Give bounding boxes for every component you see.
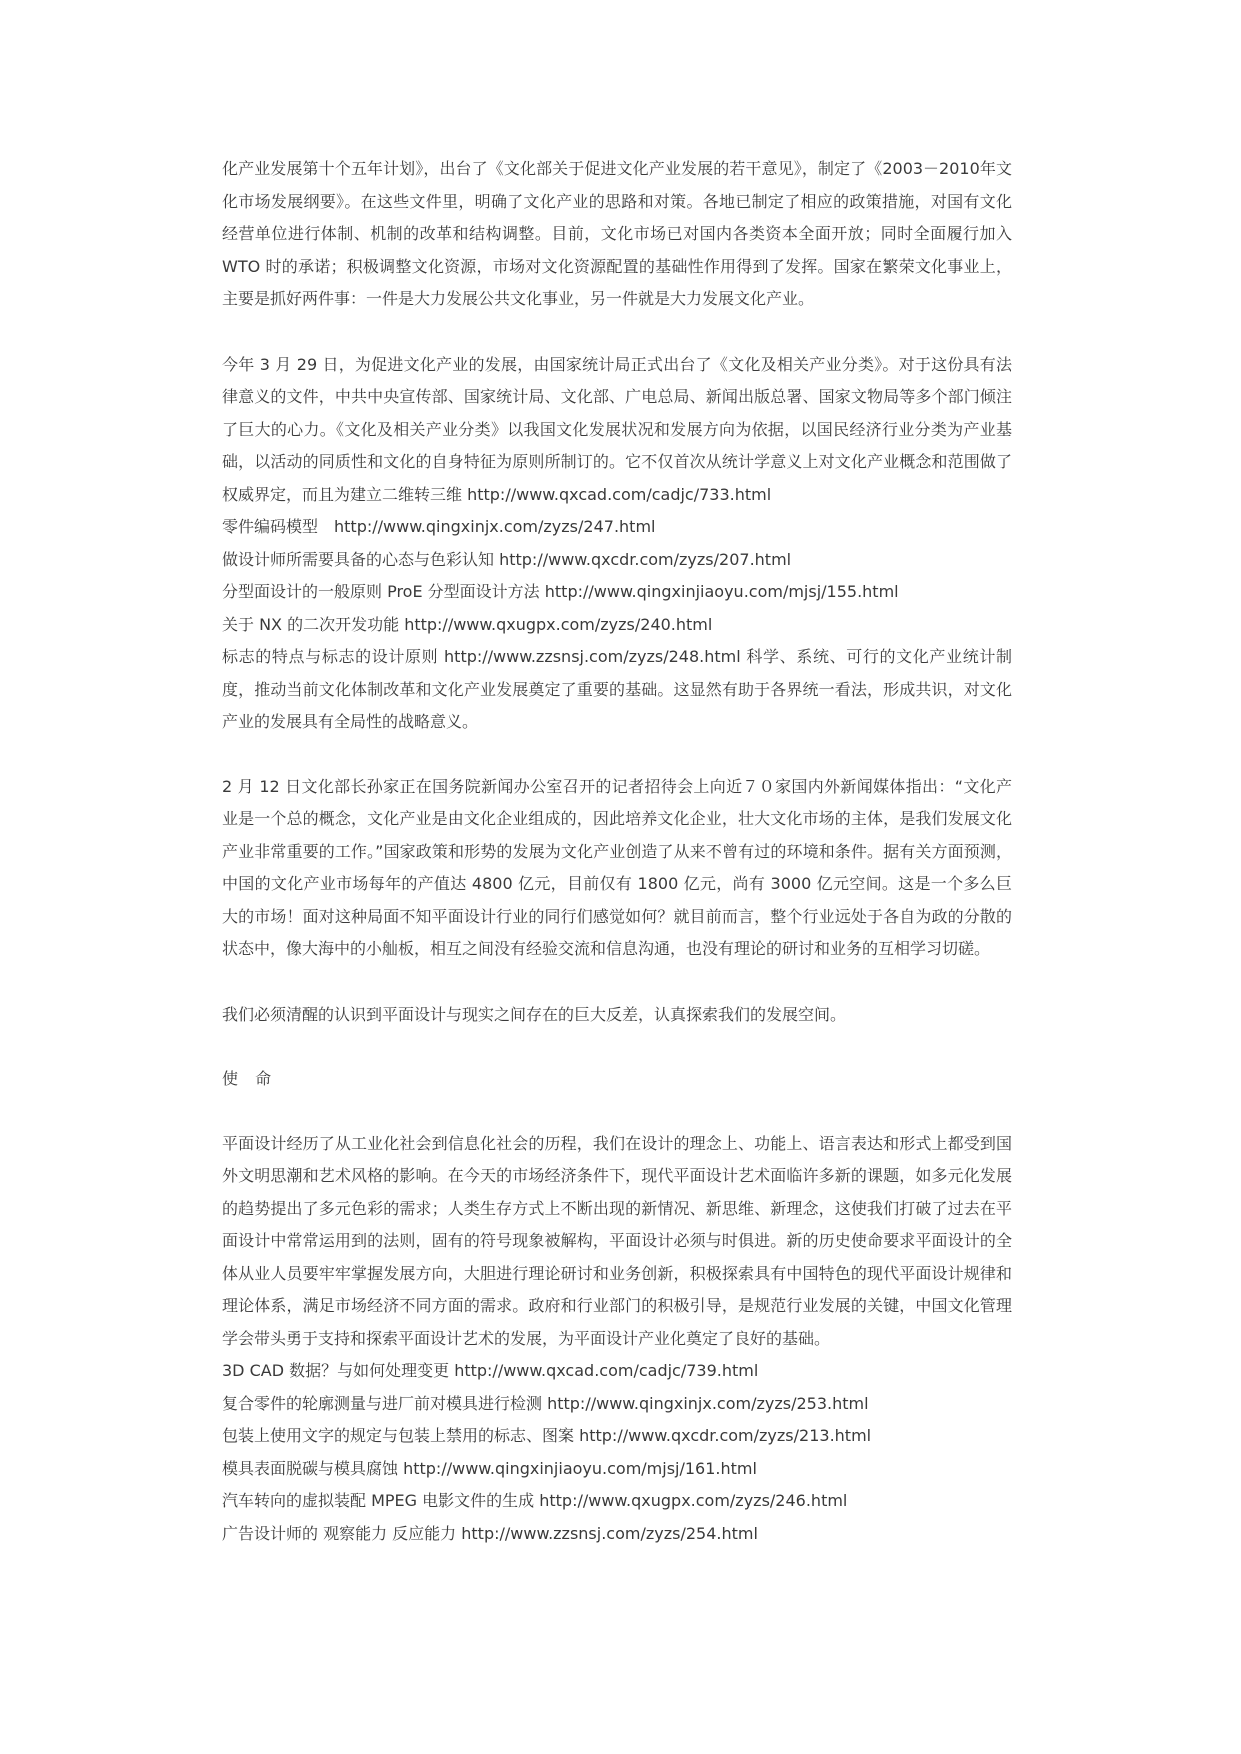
link-line[interactable]: 做设计师所需要具备的心态与色彩认知 http://www.qxcdr.com/zyzs/207.html <box>222 549 792 569</box>
paragraph-1: 化产业发展第十个五年计划》，出台了《文化部关于促进文化产业发展的若干意见》，制定了《2003－2010年文化市场发展纲要》。在这些文件里，明确了文化产业的思路和对策。各地已制定了相应的政策措施，对国有文化经营单位进行体制、机制的改革和结构调整。目前，文化市场已对国内各类资本全面开放；同时全面履行加入 WTO 时的承诺；积极调整文化资源，市场对文化资源配置的基础性作用得到了发挥。国家在繁荣文化事业上，主要是抓好两件事：一件是大力发展公共文化事业，另一件就是大力发展文化产业。 <box>222 159 1012 308</box>
document-page <box>222 153 1012 1550</box>
paragraph-5-block <box>222 1128 1012 1551</box>
link-line[interactable]: 零件编码模型 http://www.qingxinjx.com/zyzs/247.html <box>222 517 656 536</box>
link-line[interactable]: 复合零件的轮廓测量与进厂前对模具进行检测 http://www.qingxinjx.com/zyzs/253.html <box>222 1393 869 1413</box>
link-line[interactable]: 包装上使用文字的规定与包装上禁用的标志、图案 http://www.qxcdr.com/zyzs/213.html <box>222 1426 872 1445</box>
section-heading: 使 命 <box>222 1069 278 1088</box>
link-line[interactable]: 汽车转向的虚拟装配 MPEG 电影文件的生成 http://www.qxugpx.com/zyzs/246.html <box>222 1491 848 1510</box>
paragraph-2-end: 标志的特点与标志的设计原则 http://www.zzsnsj.com/zyzs/248.html 科学、系统、可行的文化产业统计制度，推动当前文化体制改革和文化产业发展奠定了重要的基础。这显然有助于各界统一看法，形成共识，对文化产业的发展具有全局性的战略意义。 <box>222 647 1012 731</box>
link-line[interactable]: 关于 NX 的二次开发功能 http://www.qxugpx.com/zyzs/240.html <box>222 614 713 634</box>
link-line[interactable]: 模具表面脱碳与模具腐蚀 http://www.qingxinjiaoyu.com/mjsj/161.html <box>222 1458 757 1478</box>
paragraph-2 <box>222 349 1012 739</box>
link-line[interactable]: 3D CAD 数据？与如何处理变更 http://www.qxcad.com/cadjc/739.html <box>222 1361 759 1380</box>
paragraph-5: 平面设计经历了从工业化社会到信息化社会的历程，我们在设计的理念上、功能上、语言表达和形式上都受到国外文明思潮和艺术风格的影响。在今天的市场经济条件下，现代平面设计艺术面临许多新的课题，如多元化发展的趋势提出了多元色彩的需求；人类生存方式上不断出现的新情况、新思维、新理念，这使我们打破了过去在平面设计中常常运用到的法则，固有的符号现象被解构，平面设计必须与时俱进。新的历史使命要求平面设计的全体从业人员要牢牢掌握发展方向，大胆进行理论研讨和业务创新，积极探索具有中国特色的现代平面设计规律和理论体系，满足市场经济不同方面的需求。政府和行业部门的积极引导，是规范行业发展的关键，中国文化管理学会带头勇于支持和探索平面设计艺术的发展，为平面设计产业化奠定了良好的基础。 <box>222 1133 1012 1348</box>
paragraph-3: 2 月 12 日文化部长孙家正在国务院新闻办公室召开的记者招待会上向近７０家国内外新闻媒体指出：“文化产业是一个总的概念，文化产业是由文化企业组成的，因此培养文化企业，壮大文化市场的主体，是我们发展文化产业非常重要的工作。”国家政策和形势的发展为文化产业创造了从来不曾有过的环境和条件。据有关方面预测，中国的文化产业市场每年的产值达 4800 亿元，目前仅有 1800 亿元，尚有 3000 亿元空间。这是一个多么巨大的市场！面对这种局面不知平面设计行业的同行们感觉如何？就目前而言，整个行业远处于各自为政的分散的状态中，像大海中的小舢板，相互之间没有经验交流和信息沟通，也没有理论的研讨和业务的互相学习切磋。 <box>222 776 1012 958</box>
paragraph-2-intro: 今年 3 月 29 日，为促进文化产业的发展，由国家统计局正式出台了《文化及相关产业分类》。对于这份具有法律意义的文件，中共中央宣传部、国家统计局、文化部、广电总局、新闻出版总署、国家文物局等多个部门倾注了巨大的心力。《文化及相关产业分类》以我国文化发展状况和发展方向为依据，以国民经济行业分类为产业基础，以活动的同质性和文化的自身特征为原则所制订的。它不仅首次从统计学意义上对文化产业概念和范围做了权威界定，而且为建立二维转三维 http://www.qxcad.com/cadjc/733.html <box>222 354 1012 504</box>
paragraph-4: 我们必须清醒的认识到平面设计与现实之间存在的巨大反差，认真探索我们的发展空间。 <box>222 1004 847 1024</box>
link-line[interactable]: 广告设计师的 观察能力 反应能力 http://www.zzsnsj.com/zyzs/254.html <box>222 1523 758 1543</box>
link-line[interactable]: 分型面设计的一般原则 ProE 分型面设计方法 http://www.qingxinjiaoyu.com/mjsj/155.html <box>222 582 899 601</box>
